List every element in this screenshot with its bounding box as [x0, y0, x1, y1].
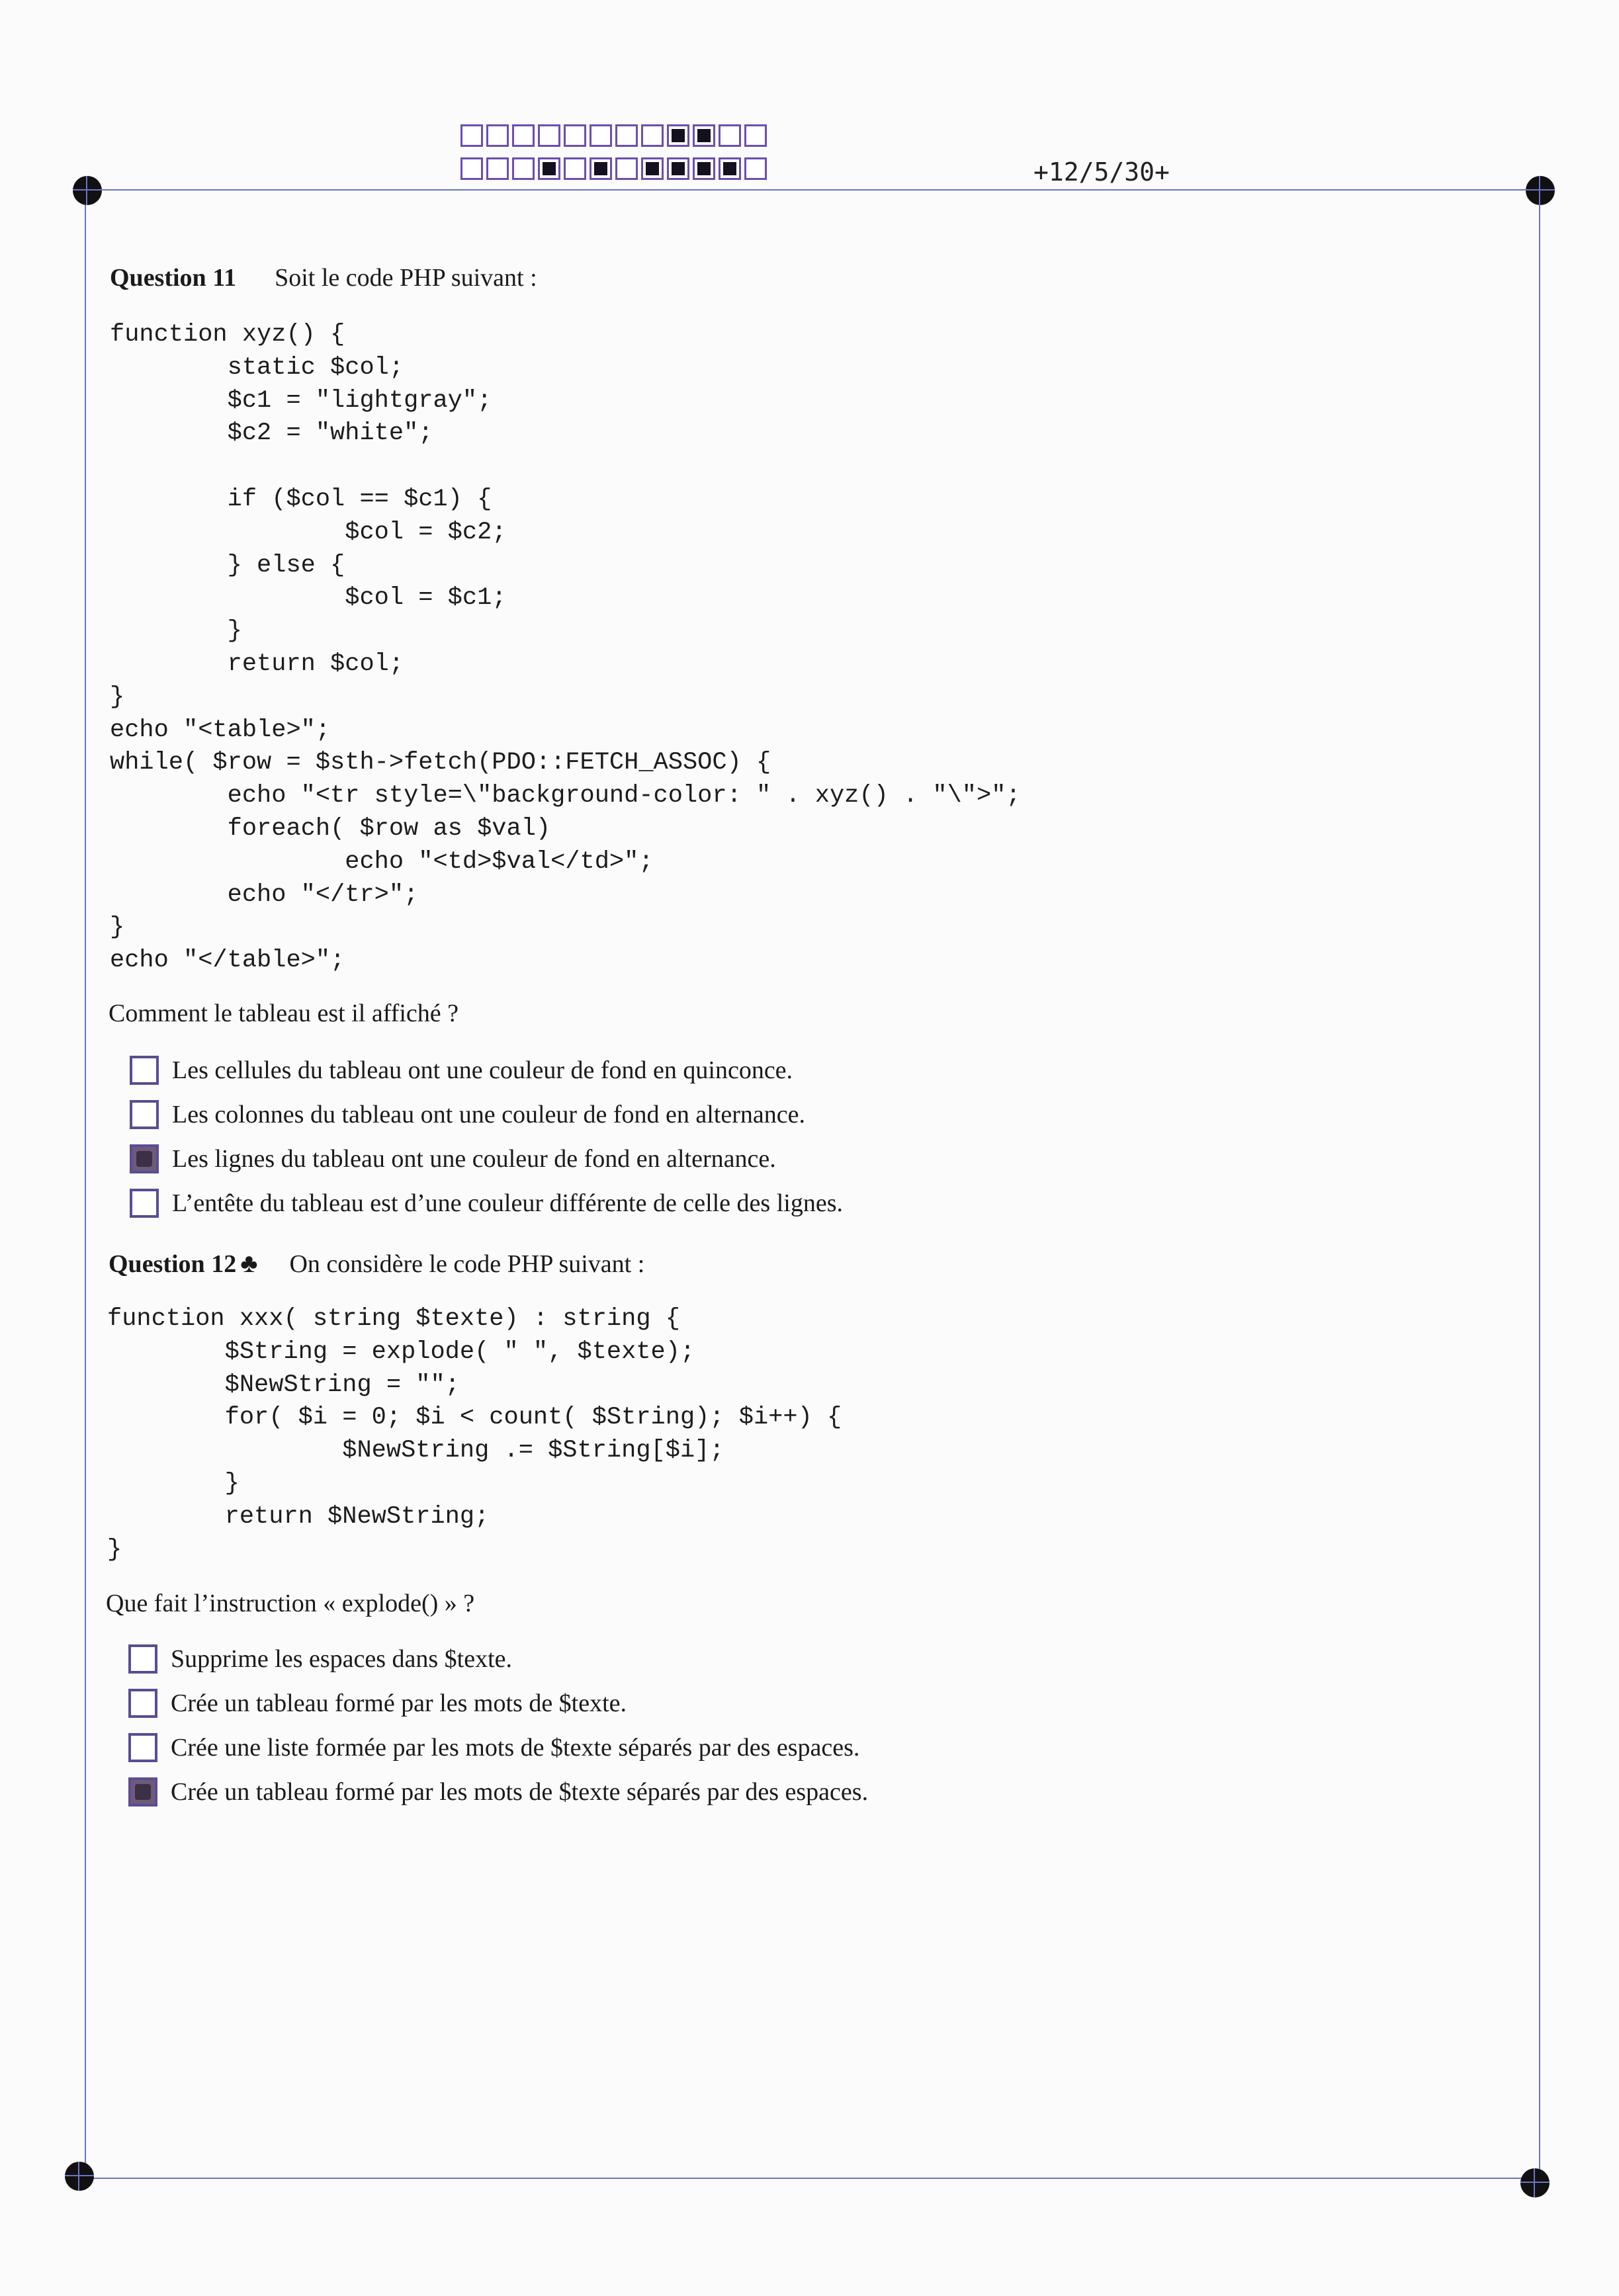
barcode-bottom-row [460, 157, 770, 180]
q11-choice-2[interactable] [130, 1092, 843, 1136]
barcode-cell [719, 124, 741, 147]
corner-marker-top-right [1526, 176, 1555, 205]
choice-label: Supprime les espaces dans $texte. [171, 1644, 513, 1673]
corner-marker-top-left [73, 176, 102, 205]
barcode-cell [667, 157, 689, 180]
barcode-cell [538, 157, 560, 180]
checkbox[interactable] [130, 1056, 159, 1085]
checkbox[interactable] [130, 1100, 159, 1129]
barcode-cell [615, 124, 638, 147]
club-icon: ♣ [240, 1248, 258, 1278]
corner-marker-bottom-left [65, 2162, 94, 2191]
barcode-cell [719, 157, 741, 180]
barcode-cell [486, 124, 509, 147]
barcode-cell [590, 157, 612, 180]
choice-label: Les cellules du tableau ont une couleur de fond en quinconce. [172, 1056, 793, 1084]
question-12-code: function xxx( string $texte) : string { $String = explode( " ", $texte); $NewString = ""; for( $i = 0; $i < count( $String); $i++) { $NewString .= $String[$i]; } return $NewString; } [107, 1305, 842, 1564]
question-11-choices [130, 1048, 843, 1225]
barcode-cell [590, 124, 612, 147]
question-12-choices [128, 1637, 868, 1814]
choice-label: Crée une liste formée par les mots de $texte séparés par des espaces. [171, 1733, 860, 1762]
checkbox[interactable] [128, 1689, 157, 1718]
frame-top-line [86, 189, 1542, 191]
frame-right-line [1539, 189, 1540, 2178]
page-id: +12/5/30+ [1033, 157, 1170, 187]
barcode-cell [512, 124, 535, 147]
choice-label: L’entête du tableau est d’une couleur différente de celle des lignes. [172, 1189, 843, 1217]
q11-choice-4[interactable] [130, 1181, 843, 1225]
frame-bottom-line [78, 2178, 1534, 2179]
question-11-label: Question 11 [110, 264, 237, 292]
question-11-prompt: Comment le tableau est il affiché ? [109, 999, 459, 1027]
q11-choice-3[interactable] [130, 1136, 843, 1181]
question-11-code: function xyz() { static $col; $c1 = "lightgray"; $c2 = "white"; if ($col == $c1) { $col = $c2; } else { $col = $c1; } return $col; } echo "<table>"; while( $row = $sth->fetch(PDO::FETCH_ASSOC) { echo "<tr style=\"background-color: " . xyz() . "\">"; foreach( $row as $val) echo "<td>$val</td>"; echo "</tr>"; } echo "</table>"; [110, 321, 1021, 975]
q12-choice-1[interactable] [128, 1637, 868, 1681]
barcode-cell [460, 157, 483, 180]
barcode-cell [744, 157, 767, 180]
barcode-cell [564, 124, 586, 147]
checkbox[interactable] [130, 1189, 159, 1218]
barcode-cell [512, 157, 535, 180]
checkbox[interactable] [128, 1644, 157, 1674]
question-12-prompt: Que fait l’instruction « explode() » ? [106, 1590, 475, 1617]
checkbox[interactable] [128, 1777, 157, 1807]
checkbox[interactable] [130, 1144, 159, 1173]
q11-choice-1[interactable] [130, 1048, 843, 1092]
barcode-cell [667, 124, 689, 147]
barcode-cell [564, 157, 586, 180]
barcode-cell [460, 124, 483, 147]
question-12-intro: On considère le code PHP suivant : [289, 1250, 645, 1278]
barcode-cell [486, 157, 509, 180]
q12-choice-3[interactable] [128, 1725, 868, 1769]
barcode-cell [641, 157, 664, 180]
question-12-label-text: Question 12 [109, 1250, 237, 1278]
choice-label: Crée un tableau formé par les mots de $texte séparés par des espaces. [171, 1777, 869, 1806]
frame-left-line [85, 189, 86, 2178]
question-12-heading [109, 1248, 644, 1279]
barcode-top-row [460, 124, 770, 147]
barcode-cell [538, 124, 560, 147]
barcode-cell [615, 157, 638, 180]
choice-label: Les lignes du tableau ont une couleur de fond en alternance. [172, 1144, 776, 1173]
question-12-label [109, 1250, 257, 1278]
q12-choice-4[interactable] [128, 1769, 868, 1814]
question-11-intro: Soit le code PHP suivant : [275, 264, 537, 292]
barcode-cell [693, 157, 715, 180]
checkbox[interactable] [128, 1733, 157, 1762]
barcode-cell [693, 124, 715, 147]
barcode-cell [641, 124, 664, 147]
question-11-heading [110, 263, 537, 292]
barcode-cell [744, 124, 767, 147]
choice-label: Crée un tableau formé par les mots de $texte. [171, 1689, 627, 1717]
corner-marker-bottom-right [1520, 2168, 1550, 2197]
choice-label: Les colonnes du tableau ont une couleur de fond en alternance. [172, 1100, 806, 1128]
q12-choice-2[interactable] [128, 1681, 868, 1725]
